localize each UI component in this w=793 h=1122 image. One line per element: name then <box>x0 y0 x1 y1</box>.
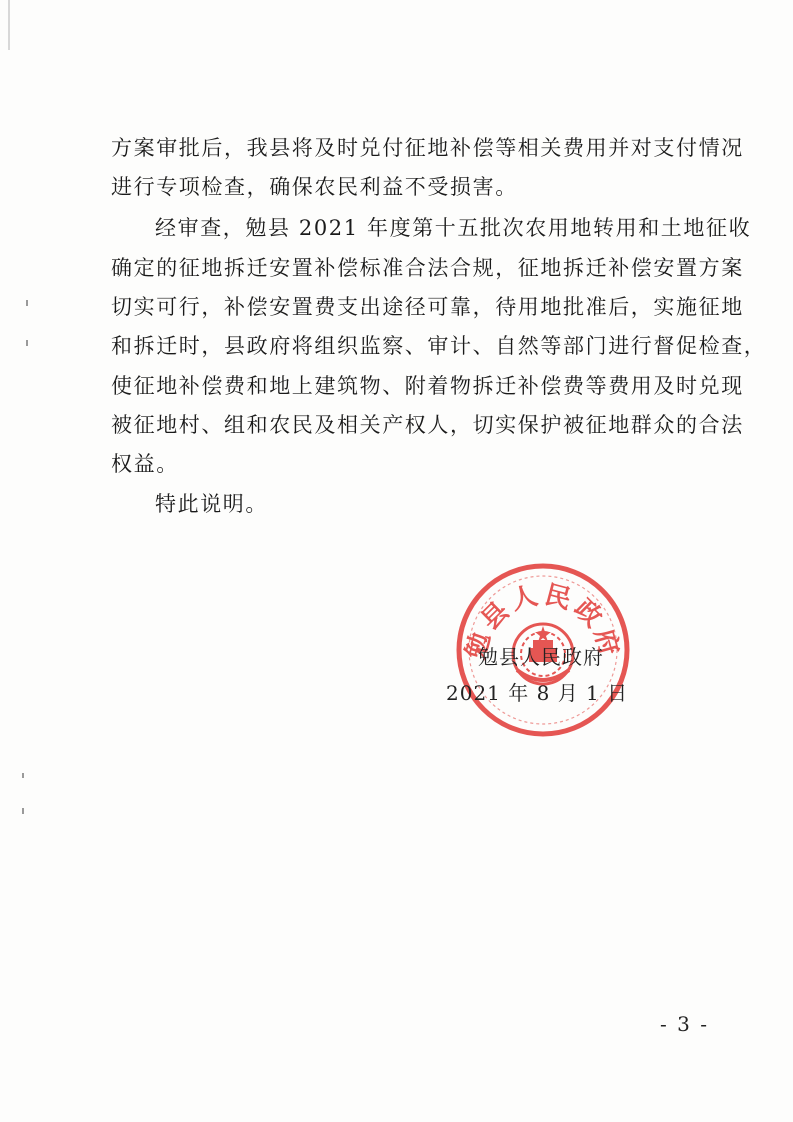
seal-text: 勉县人民政府 <box>460 579 626 663</box>
body-line-8: 被征地村、组和农民及相关产权人，切实保护被征地群众的合法 <box>111 413 744 437</box>
scan-edge-mark <box>8 0 10 50</box>
body-line-7: 使征地补偿费和地上建筑物、附着物拆迁补偿费等费用及时兑现 <box>111 374 744 398</box>
body-line-4: 确定的征地拆迁安置补偿标准合法合规，征地拆迁补偿安置方案 <box>111 256 744 280</box>
scan-speck <box>26 300 28 306</box>
signature-date: 2021 年 8 月 1 日 <box>446 681 629 705</box>
page-number: - 3 - <box>660 1012 709 1036</box>
scan-speck <box>26 340 28 346</box>
scan-speck <box>22 808 24 814</box>
closing-line: 特此说明。 <box>155 492 268 516</box>
scan-speck <box>22 773 24 778</box>
signature-organization: 勉县人民政府 <box>478 645 604 669</box>
body-line-6: 和拆迁时，县政府将组织监察、审计、自然等部门进行督促检查， <box>111 334 767 358</box>
body-line-9: 权益。 <box>111 452 179 476</box>
body-line-3: 经审查，勉县 2021 年度第十五批次农用地转用和土地征收 <box>155 216 752 240</box>
body-line-5: 切实可行，补偿安置费支出途径可靠，待用地批准后，实施征地 <box>111 295 744 319</box>
body-line-2: 进行专项检查，确保农民利益不受损害。 <box>111 175 518 199</box>
body-line-1: 方案审批后，我县将及时兑付征地补偿等相关费用并对支付情况 <box>111 136 744 160</box>
